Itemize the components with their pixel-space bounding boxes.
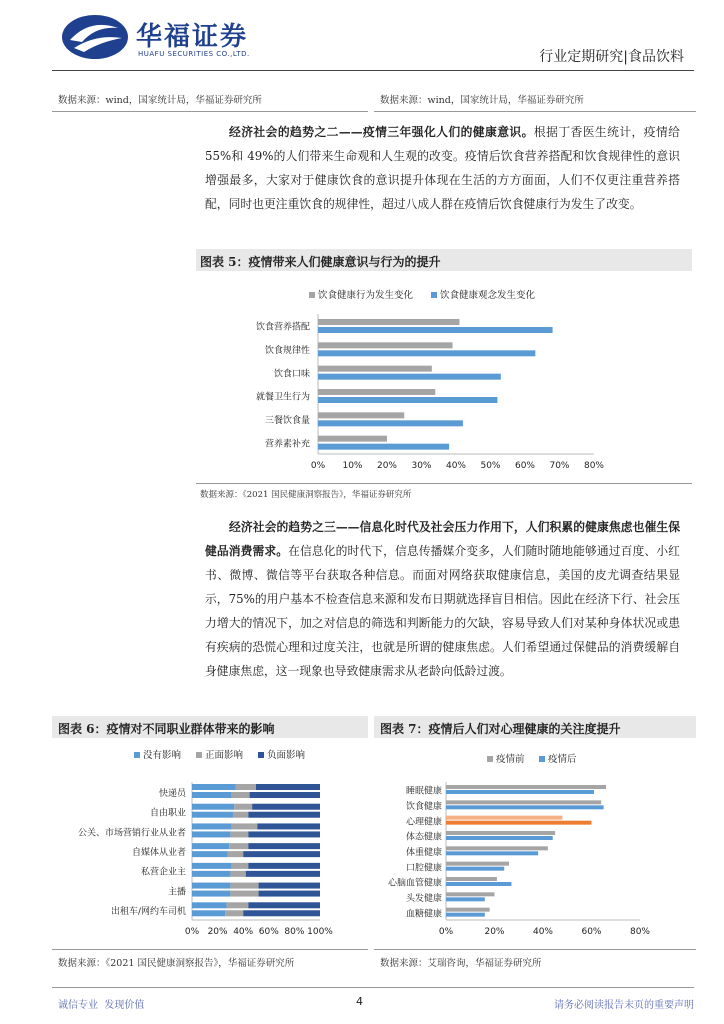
source-top-right: 数据来源：wind，国家统计局，华福证券研究所 [380,95,584,106]
fig6-legend-label-0: 没有影响 [143,750,182,761]
fig7-x-tick-2: 40% [532,927,554,937]
fig6-bar-2-6-1 [243,910,320,916]
fig7-bar-1-1 [446,805,604,809]
fig7-bar-0-1 [446,800,601,804]
fig6-category-label-4: 私营企业主 [140,867,186,878]
fig5-bar-0-0 [318,319,459,325]
fig6-x-tick-3: 60% [258,927,279,937]
fig5-category-label-5: 营养素补充 [264,439,310,450]
fig6-bar-1-1-0 [234,804,252,810]
fig6-bar-1-0-0 [236,784,256,790]
footer-divider [52,987,694,988]
fig7-category-label-6: 心脑血管健康 [387,878,442,889]
figure5-chart [196,276,692,486]
fig7-legend-swatch-0 [487,756,493,762]
fig7-legend-label-1: 疫情后 [548,754,577,765]
fig7-x-tick-1: 20% [484,927,505,937]
fig7-category-label-0: 睡眠健康 [405,786,442,797]
fig7-bar-1-2 [446,821,592,825]
fig6-bar-1-4-0 [232,863,249,869]
fig5-bar-1-0 [318,327,553,333]
fig5-bar-0-1 [318,342,453,348]
fig5-bar-0-3 [318,389,435,395]
fig6-legend-label-2: 负面影响 [267,750,306,761]
fig5-bar-0-4 [318,412,404,418]
fig5-x-tick-2: 20% [376,461,398,471]
fig5-x-tick-6: 60% [514,461,536,471]
source-top-left: 数据来源：wind，国家统计局，华福证券研究所 [58,95,262,106]
fig7-bar-1-5 [446,867,504,871]
figure5-title: 图表 5：疫情带来人们健康意识与行为的提升 [200,255,441,269]
fig6-bar-2-1-1 [248,812,320,818]
fig5-category-label-1: 饮食规律性 [264,346,310,356]
fig5-bar-1-3 [318,397,497,403]
fig5-x-tick-8: 80% [583,461,605,471]
bottom-source-divider-right [374,949,696,950]
bottom-source-divider-left [52,949,368,950]
fig7-bar-1-6 [446,882,511,886]
paragraph-trend-3 [205,515,680,683]
fig6-bar-0-1-0 [192,804,234,810]
footer-disclaimer: 请务必阅读报告末页的重要声明 [554,1000,694,1011]
fig5-x-tick-5: 50% [480,461,501,471]
fig6-bar-0-5-0 [192,883,230,889]
fig7-bar-0-2 [446,816,562,820]
fig6-bar-0-2-1 [192,831,230,837]
company-name-en: HUAFU SECURITIES CO.,LTD. [138,50,250,58]
fig6-bar-1-4-1 [230,871,245,877]
fig7-x-tick-4: 80% [629,927,651,937]
fig5-x-tick-1: 10% [342,461,363,471]
header-divider [52,70,694,71]
figure7-source: 数据来源：艾瑞咨询，华福证券研究所 [380,958,542,969]
fig6-bar-2-0-1 [250,792,320,798]
fig6-bar-1-2-1 [230,831,248,837]
fig6-bar-0-6-0 [192,902,227,908]
fig6-category-label-0: 快递员 [158,788,186,799]
fig5-bar-1-1 [318,350,535,356]
header [60,10,700,70]
paragraph-trend-3-body: 在信息化的时代下，信息传播媒介变多，人们随时随地能够通过百度、小红书、微博、微信等平台获取各种信息。而面对网络获取健康信息，美国的皮尤调查结果显示，75%的用户基本不检查信息来源和发布日期就选择盲目相信。因此在经济下行、社会压力增大的情况下，加之对信息的筛选和判断能力的欠缺，容易导致人们对某种身体状况或患有疾病的恐慌心理和过度关注，也就是所谓的健康焦虑。人们希望通过保健品的消费缓解自身健康焦虑，这一现象也导致健康需求从老龄向低龄过渡。 [205,544,680,678]
fig6-bar-2-6-0 [248,902,320,908]
figure5-divider [196,483,692,484]
fig6-bar-1-2-0 [232,823,258,829]
fig6-bar-2-0-0 [256,784,320,790]
fig5-category-label-0: 饮食营养搭配 [255,322,310,333]
fig7-category-label-5: 口腔健康 [405,863,442,874]
fig5-bar-0-2 [318,366,432,372]
fig6-bar-2-5-0 [259,883,320,889]
fig6-bar-2-4-0 [248,863,320,869]
fig6-bar-0-4-1 [192,871,230,877]
fig6-bar-2-3-1 [243,851,320,857]
fig7-category-label-4: 体重健康 [405,848,442,858]
paragraph-trend-2 [205,120,680,216]
fig6-category-label-3: 自媒体从业者 [131,848,186,858]
fig5-x-tick-3: 30% [411,461,432,471]
fig7-category-label-2: 心理健康 [405,817,442,828]
fig5-bar-1-2 [318,374,501,380]
figure6-chart [52,742,368,950]
fig6-x-tick-2: 40% [233,927,254,937]
fig6-bar-0-1-1 [192,812,233,818]
fig5-bar-0-5 [318,436,387,442]
fig6-category-label-2: 公关、市场营销行业从业者 [77,828,186,839]
fig7-bar-0-3 [446,831,555,835]
fig7-bar-0-0 [446,785,606,789]
fig5-x-tick-7: 70% [549,461,570,471]
fig6-x-tick-5: 100% [307,927,333,937]
fig7-legend-label-0: 疫情前 [496,754,525,765]
fig6-bar-0-3-0 [192,843,229,849]
fig6-x-tick-4: 80% [284,927,305,937]
fig6-bar-0-5-1 [192,891,230,897]
fig6-bar-1-1-1 [233,812,248,818]
fig6-bar-1-6-1 [225,910,243,916]
fig5-category-label-4: 三餐饮食量 [264,416,310,426]
fig6-legend-swatch-2 [258,752,264,758]
fig7-category-label-3: 体态健康 [405,832,442,843]
footer-slogan: 诚信专业 发现价值 [58,1000,145,1011]
fig6-legend-swatch-0 [134,752,140,758]
fig6-legend-label-1: 正面影响 [205,750,244,761]
fig6-bar-0-4-0 [192,863,232,869]
fig6-bar-2-2-1 [248,831,320,837]
figure7-title: 图表 7：疫情后人们对心理健康的关注度提升 [380,722,621,736]
fig5-bar-1-4 [318,420,463,426]
company-logo-icon [60,12,130,62]
fig6-category-label-5: 主播 [167,887,186,898]
fig6-bar-2-5-1 [259,891,320,897]
fig6-x-tick-1: 20% [207,927,228,937]
fig7-x-tick-3: 60% [581,927,602,937]
fig6-bar-1-3-0 [229,843,248,849]
paragraph-trend-2-body: 根据丁香医生统计，疫情给 55%和 49%的人们带来生命观和人生观的改变。疫情后饮食营养搭配和饮食规律性的意识增强最多，大家对于健康饮食的意识提升体现在生活的方方面面，人们不仅更注重营养搭配，同时也更注重饮食的规律性，超过八成人群在疫情后饮食健康行为发生了改变。 [205,125,680,211]
figure7-chart [374,742,696,950]
fig7-bar-0-7 [446,892,495,896]
figure5-source: 数据来源：《2021 国民健康洞察报告》，华福证券研究所 [200,490,412,500]
fig7-x-tick-0: 0% [438,927,454,937]
fig7-bar-1-8 [446,913,485,917]
fig5-legend-swatch-0 [309,292,315,298]
fig5-x-tick-0: 0% [310,461,326,471]
fig7-category-label-8: 血糖健康 [405,909,442,920]
fig6-bar-0-3-1 [192,851,228,857]
paragraph-trend-3-lead: 经济社会的趋势之三——信息化时代及社会压力作用下，人们积累的健康焦虑也催生保健品消费需求。 [205,520,680,558]
fig6-bar-2-3-0 [248,843,320,849]
fig5-category-label-3: 就餐卫生行为 [255,392,310,403]
fig5-bar-1-5 [318,444,449,450]
fig5-legend-label-1: 饮食健康观念发生变化 [440,290,536,301]
fig6-bar-1-0-1 [232,792,250,798]
fig6-bar-2-1-0 [252,804,320,810]
fig6-bar-2-2-0 [257,823,320,829]
fig5-legend-swatch-1 [431,292,437,298]
fig7-bar-1-4 [446,851,538,855]
figure6-source: 数据来源：《2021 国民健康洞察报告》，华福证券研究所 [58,958,295,969]
fig7-bar-1-0 [446,790,594,794]
fig7-legend-swatch-1 [539,756,545,762]
report-type: 行业定期研究|食品饮料 [539,49,684,65]
fig6-bar-0-2-0 [192,823,232,829]
fig7-bar-1-7 [446,897,485,901]
fig6-bar-0-0-1 [192,792,232,798]
paragraph-trend-2-lead: 经济社会的趋势之二——疫情三年强化人们的健康意识。 [229,125,534,139]
fig6-bar-1-5-1 [230,891,258,897]
fig7-category-label-1: 饮食健康 [405,802,442,812]
fig5-x-tick-4: 40% [445,461,467,471]
fig7-category-label-7: 头发健康 [405,894,442,904]
figure6-title: 图表 6：疫情对不同职业群体带来的影响 [58,722,275,736]
company-name-cn: 华福证券 [136,22,249,52]
fig6-bar-1-5-0 [230,883,258,889]
fig7-bar-1-3 [446,836,553,840]
fig6-bar-1-3-1 [228,851,243,857]
fig5-category-label-2: 饮食口味 [273,369,310,380]
source-top-divider-left [52,111,368,112]
fig5-legend-label-0: 饮食健康行为发生变化 [318,290,414,301]
fig6-bar-0-6-1 [192,910,225,916]
fig6-category-label-6: 出租车/网约车司机 [110,907,186,918]
fig6-bar-0-0-0 [192,784,236,790]
fig6-bar-1-6-0 [227,902,249,908]
fig6-x-tick-0: 0% [184,927,200,937]
fig7-bar-0-8 [446,908,490,912]
fig7-bar-0-5 [446,862,509,866]
source-top-divider-right [374,111,696,112]
fig7-bar-0-4 [446,846,548,850]
fig6-bar-2-4-1 [246,871,320,877]
page-number: 4 [356,995,363,1008]
fig7-bar-0-6 [446,877,497,881]
fig6-legend-swatch-1 [196,752,202,758]
fig6-category-label-1: 自由职业 [149,808,186,819]
